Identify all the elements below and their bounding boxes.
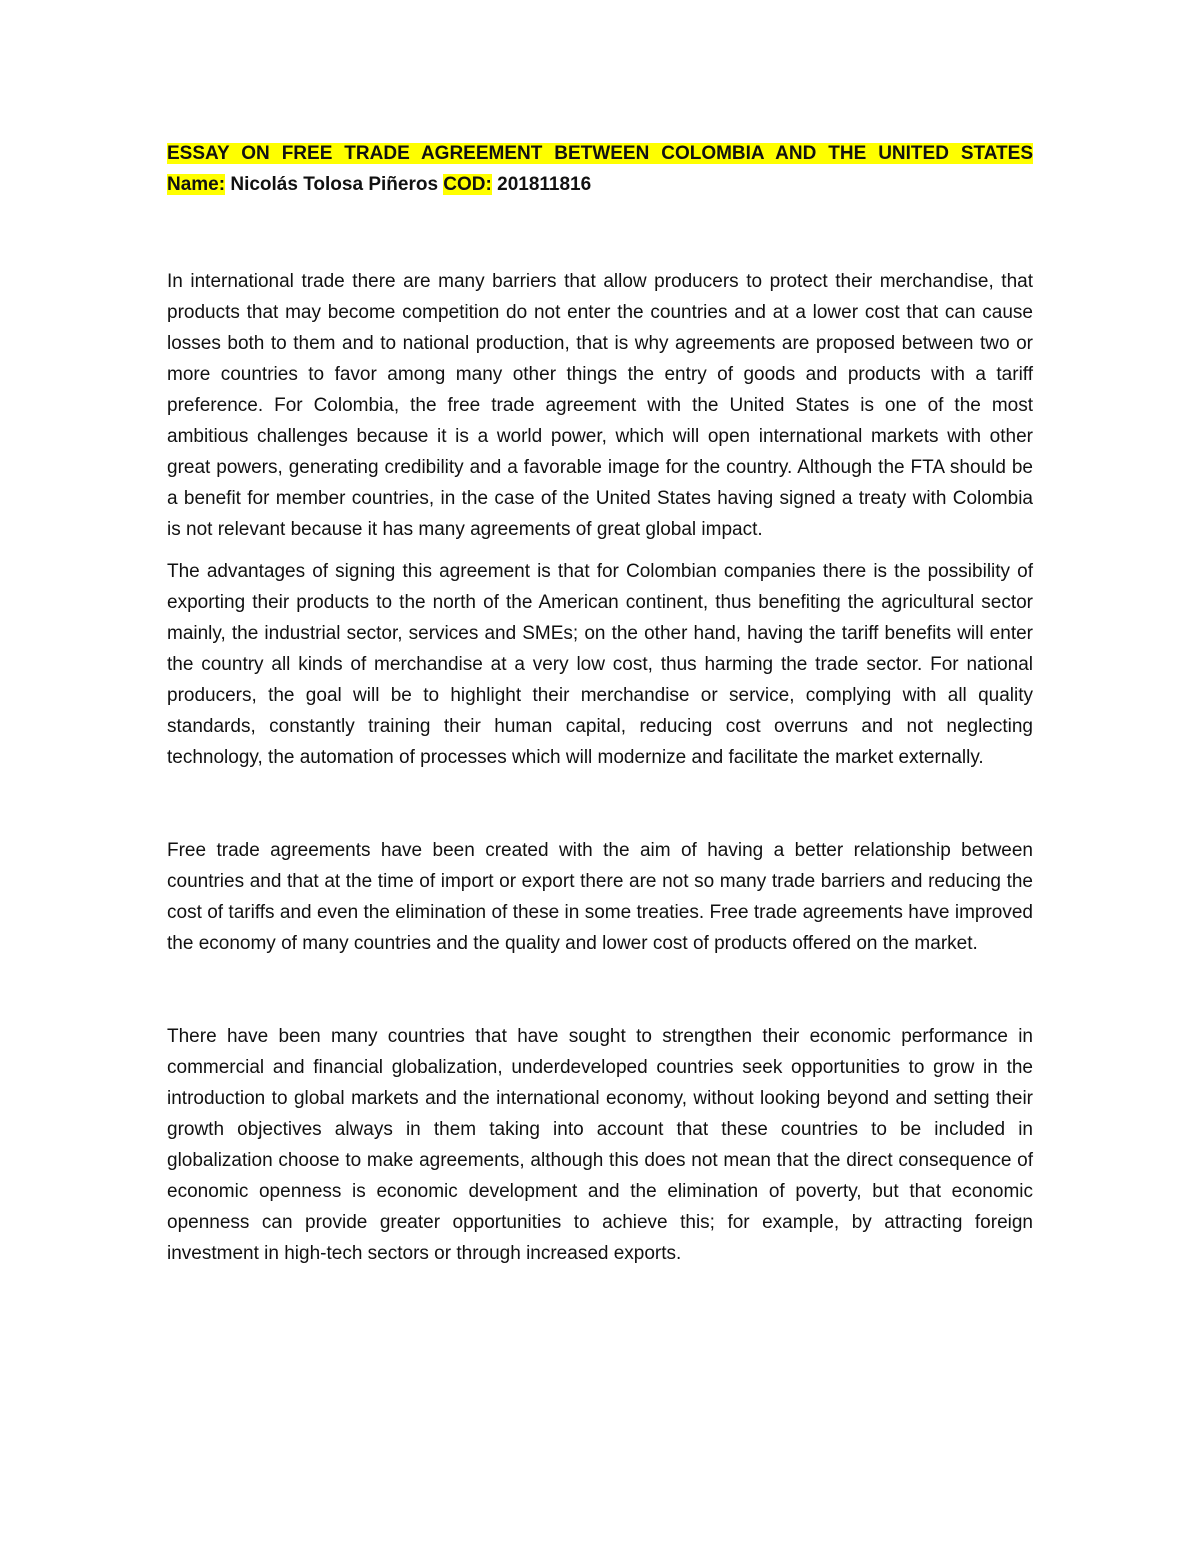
- cod-value: 201811816: [497, 174, 592, 195]
- cod-label: COD:: [443, 174, 492, 195]
- essay-title: [167, 138, 1033, 169]
- paragraph-2: The advantages of signing this agreement is that for Colombian companies there is the possibility of exporting their products to the north of the American continent, thus benefiting the agricultural sector mainly, the industrial sector, services and SMEs; on the other hand, having the tariff benefits will enter the country all kinds of merchandise at a very low cost, thus harming the trade sector. For national producers, the goal will be to highlight their merchandise or service, complying with all quality standards, constantly training their human capital, reducing cost overruns and not neglecting technology, the automation of processes which will modernize and facilitate the market externally.: [167, 561, 1033, 768]
- essay-content: [167, 138, 1033, 1269]
- name-label: Name:: [167, 174, 226, 195]
- paragraph-3: Free trade agreements have been created with the aim of having a better relationship between countries and that at the time of import or export there are not so many trade barriers and reducing the cost of tariffs and even the elimination of these in some treaties. Free trade agreements have improved the economy of many countries and the quality and lower cost of products offered on the market.: [167, 840, 1033, 954]
- author-name: Nicolás Tolosa Piñeros: [230, 174, 439, 195]
- essay-title-text: ESSAY ON FREE TRADE AGREEMENT BETWEEN COLOMBIA AND THE UNITED STATES: [167, 143, 1033, 164]
- author-line: [167, 169, 1033, 200]
- paragraph-1: In international trade there are many barriers that allow producers to protect their merchandise, that products that may become competition do not enter the countries and at a lower cost that can cause losses both to them and to national production, that is why agreements are proposed between two or more countries to favor among many other things the entry of goods and products with a tariff preference. For Colombia, the free trade agreement with the United States is one of the most ambitious challenges because it is a world power, which will open international markets with other great powers, generating credibility and a favorable image for the country. Although the FTA should be a benefit for member countries, in the case of the United States having signed a treaty with Colombia is not relevant because it has many agreements of great global impact.: [167, 271, 1033, 540]
- paragraph-4: There have been many countries that have sought to strengthen their economic performance in commercial and financial globalization, underdeveloped countries seek opportunities to grow in the introduction to global markets and the international economy, without looking beyond and setting their growth objectives always in them taking into account that these countries to be included in globalization choose to make agreements, although this does not mean that the direct consequence of economic openness is economic development and the elimination of poverty, but that economic openness can provide greater opportunities to achieve this; for example, by attracting foreign investment in high-tech sectors or through increased exports.: [167, 1026, 1033, 1264]
